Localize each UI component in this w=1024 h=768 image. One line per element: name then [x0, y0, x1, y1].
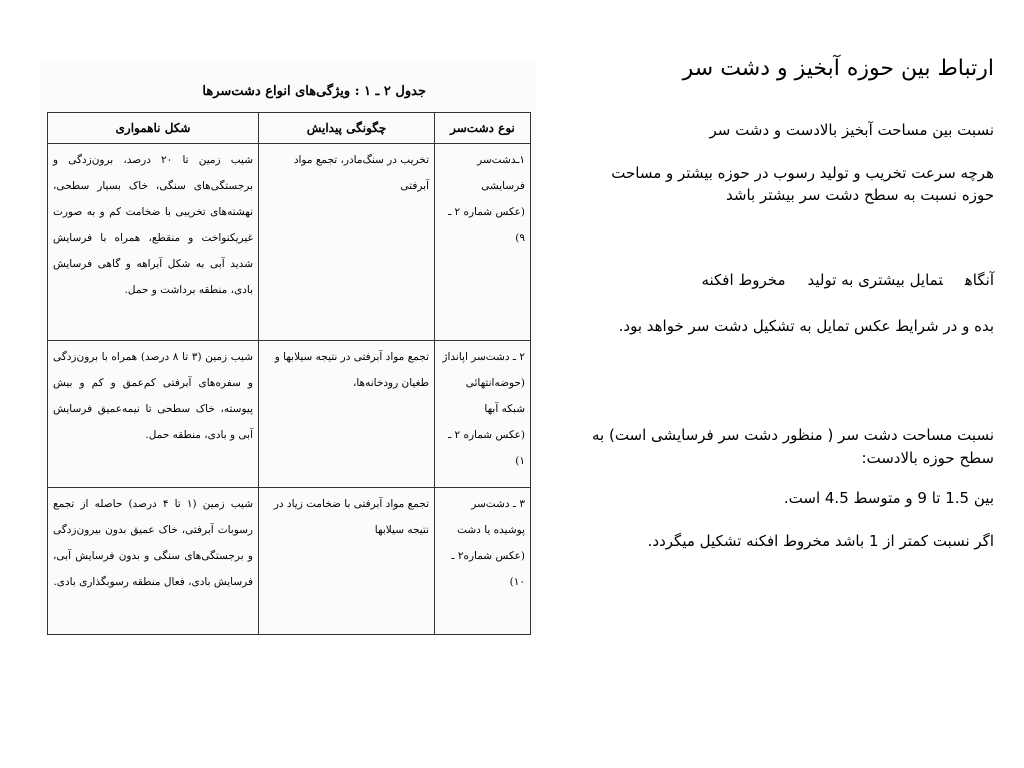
paragraph-ratio: نسبت بین مساحت آبخیز بالادست و دشت سر	[709, 121, 994, 139]
cell-shape: شیب زمین (۱ تا ۴ درصد) حاصله از تجمع رسوبات آبرفتی، خاک عمیق بدون بیرون‌زدگی و برجستگی‌های سنگی و بدون فرسایش آبی، فرسایش بادی، فعال منطقه رسوبگذاری بادی.	[48, 488, 259, 635]
header-origin: چگونگی پیدایش	[259, 113, 435, 144]
cell-type	[435, 341, 531, 488]
photo-ref: (عکس شماره۲ ـ ۱۰)	[451, 550, 525, 588]
cell-origin: تجمع مواد آبرفتی با ضخامت زیاد در نتیجه سیلابها	[259, 488, 435, 635]
table-row	[48, 488, 531, 635]
paragraph-area-ratio: نسبت مساحت دشت سر ( منظور دشت سر فرسایشی است) به سطح حوزه بالادست:	[591, 426, 994, 467]
table-caption: جدول ۲ ـ ۱ : ویژگی‌های انواع دشت‌سرها	[202, 84, 426, 99]
scanned-table-image	[40, 62, 536, 634]
paragraph-erosion: هرچه سرعت تخریب و تولید رسوب در حوزه بیشتر و مساحت حوزه نسبت به سطح دشت سر بیشتر باشد	[611, 164, 994, 204]
photo-ref: (عکس شماره ۲ ـ ۱)	[448, 429, 525, 467]
tendency-text: تمایل بیشتری به تولید	[807, 271, 943, 289]
table-row	[48, 341, 531, 488]
type-name: ۲ ـ دشت‌سر اپانداژ (حوضه‌انتهائی شبکه آبها	[442, 351, 525, 415]
paragraph-otherwise: بده و در شرایط عکس تمایل به تشکیل دشت سر خواهد بود.	[618, 317, 994, 335]
cell-origin: تجمع مواد آبرفتی در نتیجه سیلابها و طغیان رودخانه‌ها،	[259, 341, 435, 488]
paragraph-then	[594, 271, 994, 289]
cell-type	[435, 144, 531, 341]
paragraph-less-than-one: اگر نسبت کمتر از 1 باشد مخروط افکنه تشکیل میگردد.	[647, 532, 994, 550]
alluvial-fan-text: مخروط افکنه	[701, 271, 786, 289]
header-shape: شکل ناهمواری	[48, 113, 259, 144]
table-row	[48, 144, 531, 341]
cell-shape: شیب زمین (۳ تا ۸ درصد) همراه با برون‌زدگی و سفره‌های آبرفتی کم‌عمق و کم و بیش پیوسته، خاک سطحی تا نیمه‌عمیق فرسایش آبی و بادی، منطقه حمل.	[48, 341, 259, 488]
table-header-row	[48, 113, 531, 144]
type-name: ۱ـدشت‌سر فرسایشی	[477, 154, 525, 192]
type-name: ۳ ـ دشت‌سر پوشیده یا دشت	[457, 498, 525, 536]
slide-title: ارتباط بین حوزه آبخیز و دشت سر	[682, 56, 994, 81]
photo-ref: (عکس شماره ۲ ـ ۹)	[448, 206, 525, 244]
cell-type	[435, 488, 531, 635]
cell-origin: تخریب در سنگ‌مادر، تجمع مواد آبرفتی	[259, 144, 435, 341]
plain-types-table	[47, 112, 531, 635]
header-type: نوع دشت‌سر	[435, 113, 531, 144]
paragraph-range: بین 1.5 تا 9 و متوسط 4.5 است.	[783, 489, 994, 507]
cell-shape: شیب زمین تا ۲۰ درصد، برون‌زدگی و برجستگی‌های سنگی، خاک بسیار سطحی، نهشته‌های تخریبی با ضخامت کم و به صورت غیریکنواخت و منقطع، همراه با فرسایش شدید آبی به شکل آبراهه و گاهی فرسایش بادی، منطقه برداشت و حمل.	[48, 144, 259, 341]
then-word: آنگاه	[964, 271, 994, 289]
